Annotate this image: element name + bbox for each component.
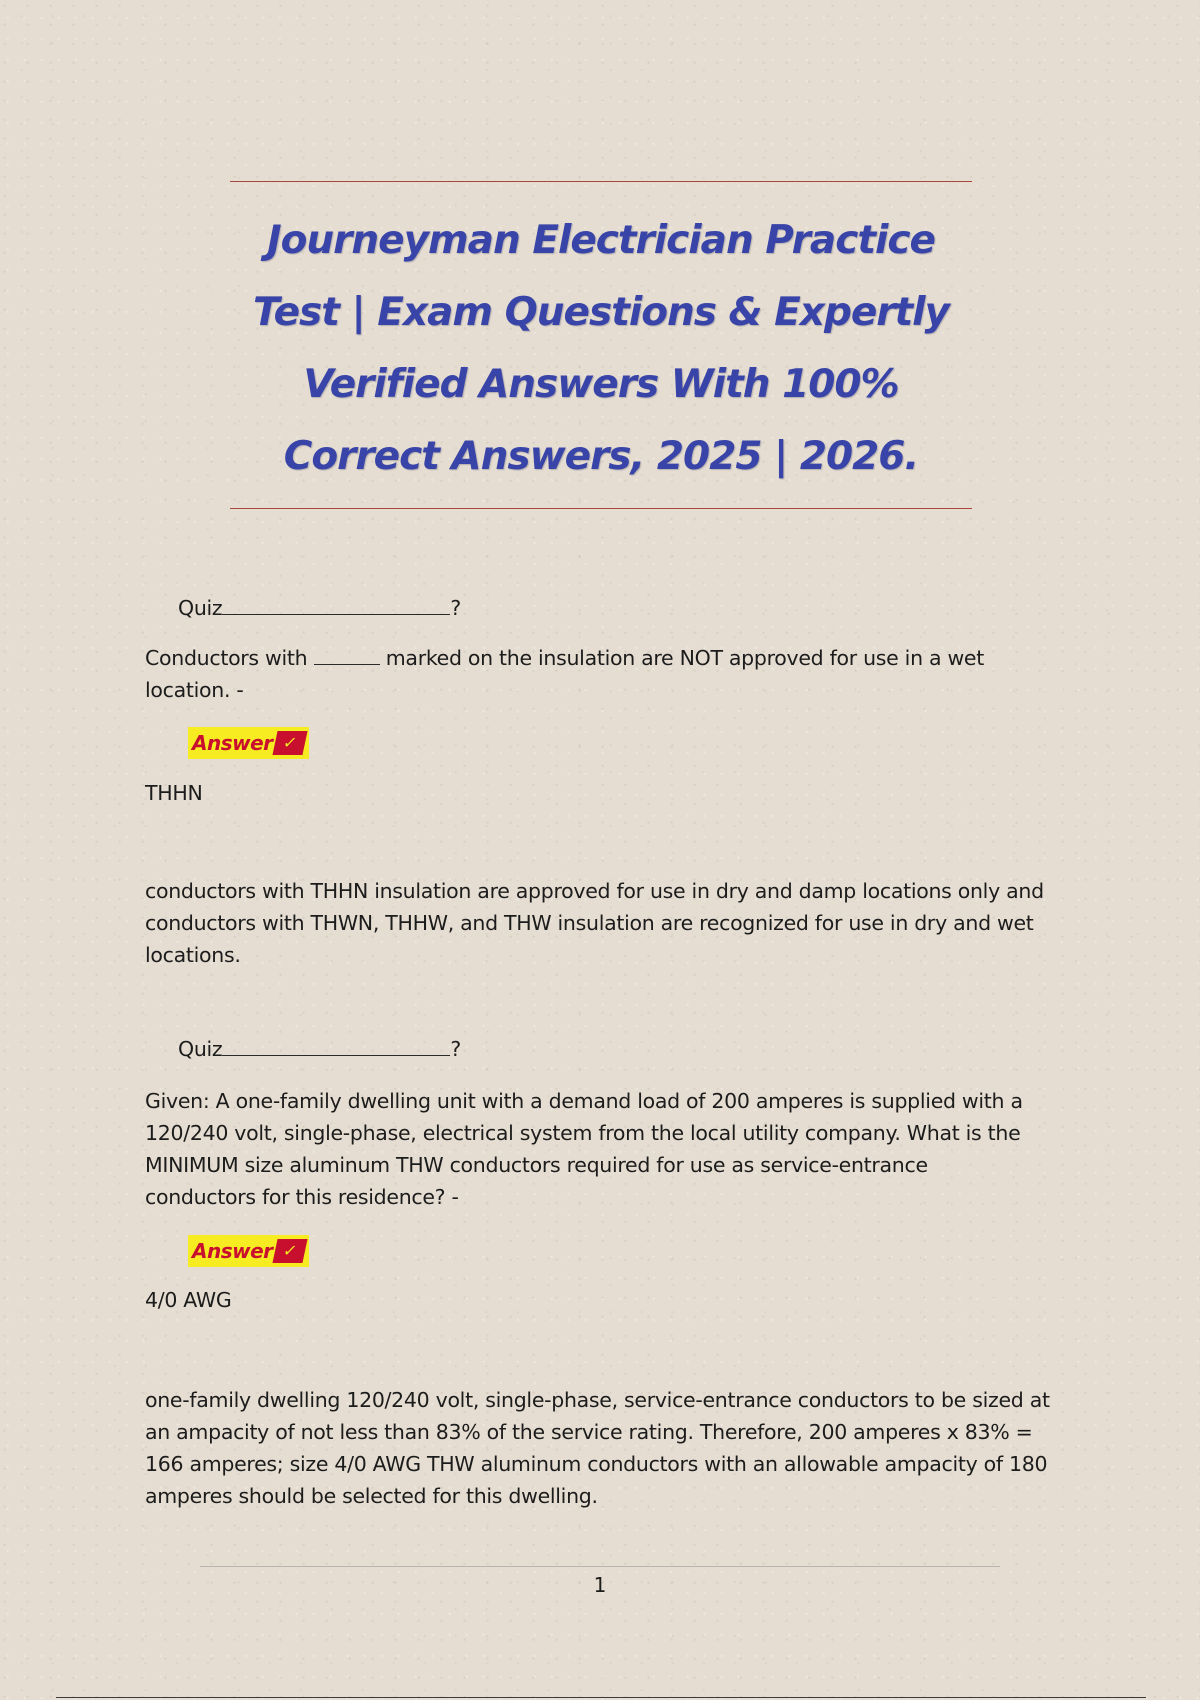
answer-2: 4/0 AWG (145, 1288, 232, 1312)
title-bottom-rule (230, 508, 972, 509)
quiz-blank (222, 596, 450, 615)
check-mark-icon: ✓ (272, 1239, 307, 1263)
answer-badge-1 (188, 727, 309, 759)
page-number: 1 (593, 1573, 607, 1597)
quiz-label-text: Quiz (178, 1037, 223, 1061)
answer-label: Answer (192, 1239, 273, 1263)
quiz-question-mark: ? (450, 596, 461, 620)
question-2: Given: A one-family dwelling unit with a demand load of 200 amperes is supplied with a 120/240 volt, single-phase, electrical system from the local utility company. What is the MINIMUM size aluminum THW conductors required for use as service-entrance conductors for this residence? - (145, 1089, 1023, 1209)
explanation-2: one-family dwelling 120/240 volt, single-phase, service-entrance conductors to be sized at an ampacity of not less than 83% of the service rating. Therefore, 200 amperes x 83% = 166 amperes; size 4/0 AWG THW aluminum conductors with an allowable ampacity of 180 amperes should be selected for this dwelling. (145, 1388, 1050, 1508)
title-top-rule (230, 181, 972, 182)
question-1-text-before: Conductors with (145, 646, 308, 670)
question-1-blank (314, 646, 380, 665)
explanation-1: conductors with THHN insulation are approved for use in dry and damp locations only and conductors with THWN, THHW, and THW insulation are recognized for use in dry and wet locations. (145, 879, 1044, 967)
answer-1: THHN (145, 781, 203, 805)
quiz-question-mark: ? (450, 1037, 461, 1061)
quiz-label-1 (178, 596, 461, 620)
document-title: Journeyman Electrician Practice Test | Exam Questions & Expertly Verified Answers With 100% Correct Answers, 2025 | 2026. (253, 218, 949, 479)
answer-badge-2 (188, 1235, 309, 1267)
quiz-label-text: Quiz (178, 596, 223, 620)
quiz-blank (222, 1037, 450, 1056)
quiz-label-2 (178, 1037, 461, 1061)
question-1-text-after: marked on the insulation are NOT approved for use in a wet location. - (145, 646, 984, 702)
footer-rule (200, 1566, 1000, 1567)
check-mark-icon: ✓ (272, 731, 307, 755)
question-1 (145, 642, 1025, 706)
answer-label: Answer (192, 731, 273, 755)
page-bottom-edge (56, 1697, 1146, 1698)
